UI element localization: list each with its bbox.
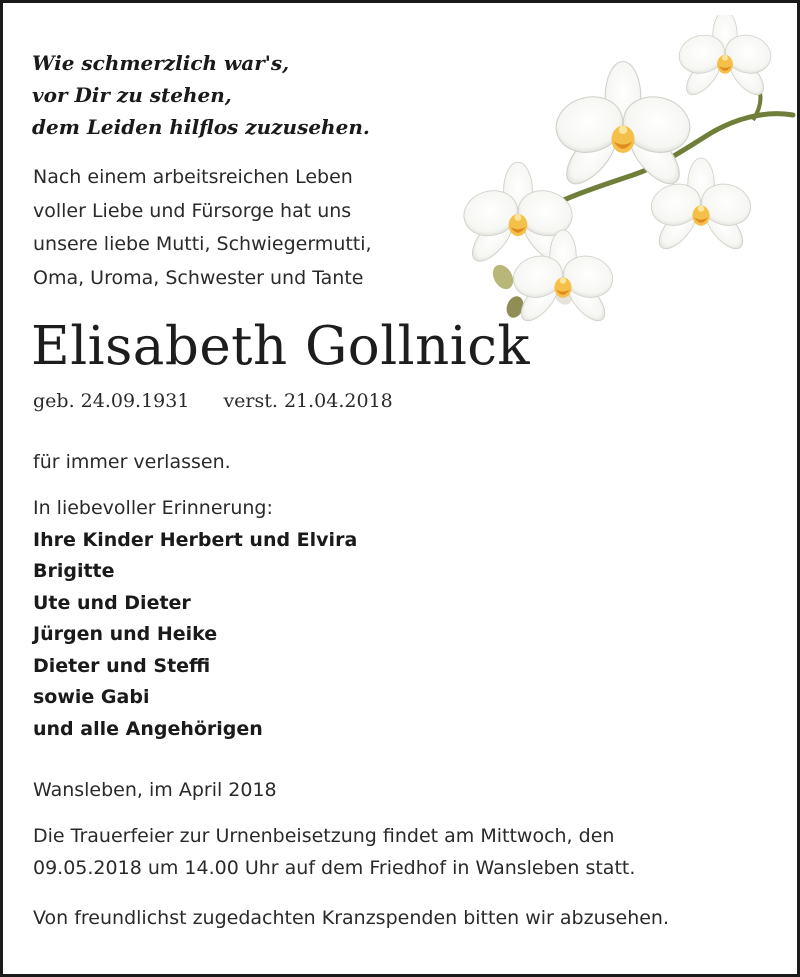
ceremony-line: Die Trauerfeier zur Urnenbeisetzung findet am Mittwoch, den (33, 825, 615, 847)
family-member: und alle Angehörigen (33, 717, 263, 740)
ceremony-info (33, 821, 635, 884)
intro-line: Nach einem arbeitsreichen Leben (33, 166, 353, 188)
intro-line: Oma, Uroma, Schwester und Tante (33, 266, 364, 289)
motto-line: Wie schmerzlich war's, (32, 51, 290, 75)
family-member: sowie Gabi (33, 686, 150, 708)
intro-line: voller Liebe und Fürsorge hat uns (33, 199, 352, 222)
motto-line: dem Leiden hilflos zuzusehen. (32, 115, 370, 139)
motto-verse (32, 47, 370, 143)
family-intro: In liebevoller Erinnerung: (33, 497, 273, 519)
family-list (33, 493, 357, 745)
death-date: verst. 21.04.2018 (223, 390, 393, 412)
family-member: Ihre Kinder Herbert und Elvira (33, 528, 358, 551)
family-member: Dieter und Steffi (33, 654, 211, 677)
deceased-name: Elisabeth Gollnick (31, 316, 530, 377)
life-dates (33, 387, 393, 415)
motto-line: vor Dir zu stehen, (32, 83, 232, 107)
ceremony-line: 09.05.2018 um 14.00 Uhr auf dem Friedhof in Wansleben statt. (33, 856, 636, 879)
place-date: Wansleben, im April 2018 (33, 779, 277, 801)
orchid-image (463, 15, 800, 325)
family-member: Brigitte (33, 560, 115, 582)
family-member: Ute und Dieter (33, 591, 191, 614)
wreath-note: Von freundlichst zugedachten Kranzspenden bitten wir abzusehen. (33, 907, 670, 929)
closing-phrase: für immer verlassen. (33, 451, 231, 473)
family-member: Jürgen und Heike (33, 623, 218, 645)
intro-line: unsere liebe Mutti, Schwiegermutti, (33, 233, 372, 255)
intro-text (33, 161, 372, 295)
birth-date: geb. 24.09.1931 (33, 390, 190, 412)
